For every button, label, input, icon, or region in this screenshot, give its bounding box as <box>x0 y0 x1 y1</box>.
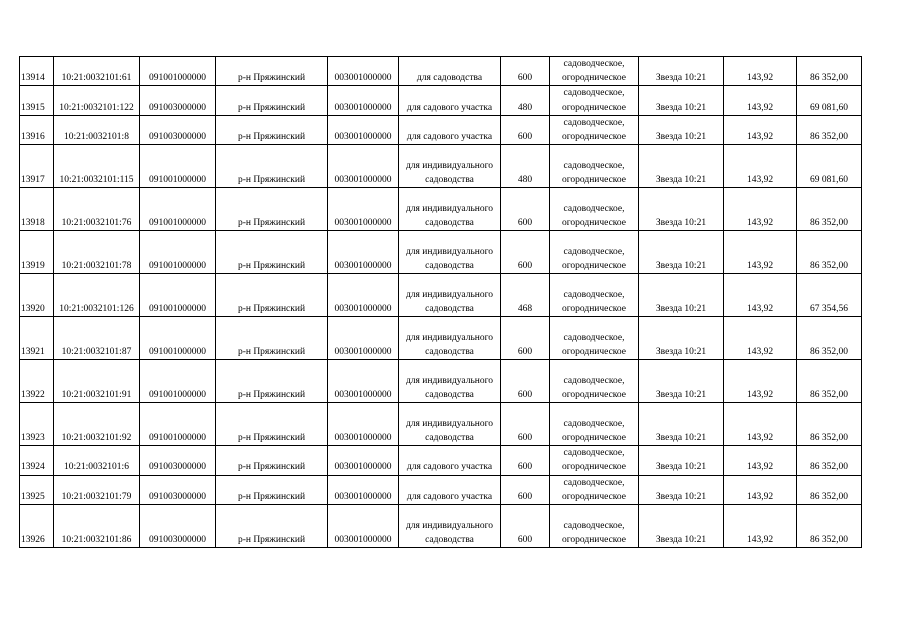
cell-category: садоводческое, огородническое <box>550 360 639 403</box>
cell-settlement: Звезда 10:21 <box>639 505 724 548</box>
cell-permitted-use: для индивидуального садоводства <box>399 360 501 403</box>
cell-category: садоводческое, огородническое <box>550 475 639 504</box>
cell-okato: 091001000000 <box>140 317 216 360</box>
cell-category: садоводческое, огородническое <box>550 317 639 360</box>
cell-settlement: Звезда 10:21 <box>639 86 724 115</box>
cell-rate: 143,92 <box>724 403 797 446</box>
cell-permitted-use: для индивидуального садоводства <box>399 317 501 360</box>
cell-category: садоводческое, огородническое <box>550 446 639 475</box>
cell-category: садоводческое, огородническое <box>550 115 639 144</box>
cell-id: 13916 <box>20 115 54 144</box>
cell-rate: 143,92 <box>724 317 797 360</box>
cell-area: 600 <box>501 475 550 504</box>
cell-rate: 143,92 <box>724 446 797 475</box>
cell-district: р-н Пряжинский <box>216 317 328 360</box>
cell-rate: 143,92 <box>724 475 797 504</box>
cell-category: садоводческое, огородническое <box>550 86 639 115</box>
cell-okato: 091001000000 <box>140 188 216 231</box>
table-row <box>20 360 862 403</box>
cell-id: 13917 <box>20 145 54 188</box>
cell-okato: 091003000000 <box>140 86 216 115</box>
cell-code: 003001000000 <box>328 188 399 231</box>
cell-cadastral-value: 86 352,00 <box>797 317 862 360</box>
table-row <box>20 188 862 231</box>
cell-rate: 143,92 <box>724 274 797 317</box>
cell-district: р-н Пряжинский <box>216 505 328 548</box>
cell-cadastral-number: 10:21:0032101:6 <box>54 446 140 475</box>
cell-area: 480 <box>501 86 550 115</box>
cell-district: р-н Пряжинский <box>216 403 328 446</box>
cell-settlement: Звезда 10:21 <box>639 188 724 231</box>
cell-cadastral-value: 86 352,00 <box>797 505 862 548</box>
cell-okato: 091003000000 <box>140 505 216 548</box>
cell-cadastral-number: 10:21:0032101:8 <box>54 115 140 144</box>
cell-id: 13926 <box>20 505 54 548</box>
table-row <box>20 317 862 360</box>
table-row <box>20 57 862 86</box>
table-row <box>20 475 862 504</box>
cell-okato: 091001000000 <box>140 57 216 86</box>
table-row <box>20 403 862 446</box>
table-row <box>20 145 862 188</box>
cell-permitted-use: для садового участка <box>399 115 501 144</box>
cell-district: р-н Пряжинский <box>216 475 328 504</box>
cell-code: 003001000000 <box>328 317 399 360</box>
cell-cadastral-value: 86 352,00 <box>797 231 862 274</box>
cell-cadastral-value: 86 352,00 <box>797 115 862 144</box>
cell-code: 003001000000 <box>328 274 399 317</box>
cell-rate: 143,92 <box>724 86 797 115</box>
cell-district: р-н Пряжинский <box>216 360 328 403</box>
land-registry-table <box>19 56 862 548</box>
cell-id: 13914 <box>20 57 54 86</box>
cell-okato: 091001000000 <box>140 274 216 317</box>
cell-permitted-use: для садоводства <box>399 57 501 86</box>
cell-permitted-use: для индивидуального садоводства <box>399 403 501 446</box>
cell-settlement: Звезда 10:21 <box>639 231 724 274</box>
cell-area: 600 <box>501 57 550 86</box>
table-row <box>20 446 862 475</box>
cell-category: садоводческое, огородническое <box>550 403 639 446</box>
cell-settlement: Звезда 10:21 <box>639 317 724 360</box>
table-body <box>20 57 862 548</box>
cell-district: р-н Пряжинский <box>216 446 328 475</box>
cell-id: 13920 <box>20 274 54 317</box>
cell-cadastral-value: 86 352,00 <box>797 188 862 231</box>
cell-id: 13925 <box>20 475 54 504</box>
cell-cadastral-number: 10:21:0032101:91 <box>54 360 140 403</box>
cell-cadastral-number: 10:21:0032101:86 <box>54 505 140 548</box>
cell-cadastral-value: 86 352,00 <box>797 360 862 403</box>
cell-category: садоводческое, огородническое <box>550 231 639 274</box>
cell-settlement: Звезда 10:21 <box>639 145 724 188</box>
cell-cadastral-value: 86 352,00 <box>797 57 862 86</box>
table-row <box>20 115 862 144</box>
cell-code: 003001000000 <box>328 57 399 86</box>
cell-cadastral-value: 86 352,00 <box>797 446 862 475</box>
cell-cadastral-value: 86 352,00 <box>797 403 862 446</box>
cell-permitted-use: для индивидуального садоводства <box>399 231 501 274</box>
cell-settlement: Звезда 10:21 <box>639 57 724 86</box>
cell-rate: 143,92 <box>724 145 797 188</box>
cell-permitted-use: для индивидуального садоводства <box>399 274 501 317</box>
cell-okato: 091001000000 <box>140 403 216 446</box>
cell-cadastral-value: 69 081,60 <box>797 145 862 188</box>
cell-area: 600 <box>501 231 550 274</box>
cell-code: 003001000000 <box>328 360 399 403</box>
cell-id: 13923 <box>20 403 54 446</box>
cell-cadastral-value: 69 081,60 <box>797 86 862 115</box>
cell-rate: 143,92 <box>724 231 797 274</box>
cell-rate: 143,92 <box>724 505 797 548</box>
cell-okato: 091001000000 <box>140 145 216 188</box>
cell-cadastral-number: 10:21:0032101:61 <box>54 57 140 86</box>
cell-settlement: Звезда 10:21 <box>639 274 724 317</box>
cell-id: 13915 <box>20 86 54 115</box>
cell-cadastral-number: 10:21:0032101:87 <box>54 317 140 360</box>
cell-rate: 143,92 <box>724 188 797 231</box>
cell-code: 003001000000 <box>328 86 399 115</box>
cell-okato: 091001000000 <box>140 360 216 403</box>
cell-rate: 143,92 <box>724 360 797 403</box>
cell-category: садоводческое, огородническое <box>550 57 639 86</box>
cell-cadastral-number: 10:21:0032101:126 <box>54 274 140 317</box>
cell-area: 600 <box>501 446 550 475</box>
cell-id: 13921 <box>20 317 54 360</box>
cell-district: р-н Пряжинский <box>216 145 328 188</box>
cell-id: 13922 <box>20 360 54 403</box>
cell-area: 468 <box>501 274 550 317</box>
cell-cadastral-number: 10:21:0032101:92 <box>54 403 140 446</box>
cell-permitted-use: для индивидуального садоводства <box>399 188 501 231</box>
cell-district: р-н Пряжинский <box>216 86 328 115</box>
cell-permitted-use: для индивидуального садоводства <box>399 505 501 548</box>
cell-okato: 091001000000 <box>140 231 216 274</box>
cell-cadastral-value: 67 354,56 <box>797 274 862 317</box>
cell-okato: 091003000000 <box>140 446 216 475</box>
cell-area: 480 <box>501 145 550 188</box>
cell-id: 13924 <box>20 446 54 475</box>
cell-category: садоводческое, огородническое <box>550 188 639 231</box>
table-row <box>20 505 862 548</box>
cell-code: 003001000000 <box>328 231 399 274</box>
cell-code: 003001000000 <box>328 505 399 548</box>
cell-okato: 091003000000 <box>140 475 216 504</box>
cell-area: 600 <box>501 403 550 446</box>
cell-settlement: Звезда 10:21 <box>639 403 724 446</box>
cell-area: 600 <box>501 115 550 144</box>
cell-area: 600 <box>501 505 550 548</box>
cell-cadastral-number: 10:21:0032101:76 <box>54 188 140 231</box>
cell-settlement: Звезда 10:21 <box>639 446 724 475</box>
cell-district: р-н Пряжинский <box>216 274 328 317</box>
cell-permitted-use: для индивидуального садоводства <box>399 145 501 188</box>
cell-code: 003001000000 <box>328 115 399 144</box>
cell-code: 003001000000 <box>328 446 399 475</box>
cell-permitted-use: для садового участка <box>399 86 501 115</box>
cell-code: 003001000000 <box>328 475 399 504</box>
cell-permitted-use: для садового участка <box>399 446 501 475</box>
cell-code: 003001000000 <box>328 145 399 188</box>
cell-cadastral-number: 10:21:0032101:78 <box>54 231 140 274</box>
table-row <box>20 231 862 274</box>
cell-code: 003001000000 <box>328 403 399 446</box>
table-row <box>20 86 862 115</box>
cell-settlement: Звезда 10:21 <box>639 360 724 403</box>
cell-rate: 143,92 <box>724 115 797 144</box>
cell-id: 13918 <box>20 188 54 231</box>
cell-rate: 143,92 <box>724 57 797 86</box>
cell-district: р-н Пряжинский <box>216 115 328 144</box>
cell-category: садоводческое, огородническое <box>550 505 639 548</box>
cell-id: 13919 <box>20 231 54 274</box>
cell-okato: 091003000000 <box>140 115 216 144</box>
cell-area: 600 <box>501 360 550 403</box>
cell-cadastral-number: 10:21:0032101:122 <box>54 86 140 115</box>
cell-settlement: Звезда 10:21 <box>639 115 724 144</box>
cell-area: 600 <box>501 317 550 360</box>
table-row <box>20 274 862 317</box>
cell-cadastral-number: 10:21:0032101:79 <box>54 475 140 504</box>
cell-district: р-н Пряжинский <box>216 188 328 231</box>
cell-cadastral-value: 86 352,00 <box>797 475 862 504</box>
cell-district: р-н Пряжинский <box>216 57 328 86</box>
cell-district: р-н Пряжинский <box>216 231 328 274</box>
cell-permitted-use: для садового участка <box>399 475 501 504</box>
cell-category: садоводческое, огородническое <box>550 145 639 188</box>
cell-area: 600 <box>501 188 550 231</box>
cell-settlement: Звезда 10:21 <box>639 475 724 504</box>
cell-cadastral-number: 10:21:0032101:115 <box>54 145 140 188</box>
cell-category: садоводческое, огородническое <box>550 274 639 317</box>
